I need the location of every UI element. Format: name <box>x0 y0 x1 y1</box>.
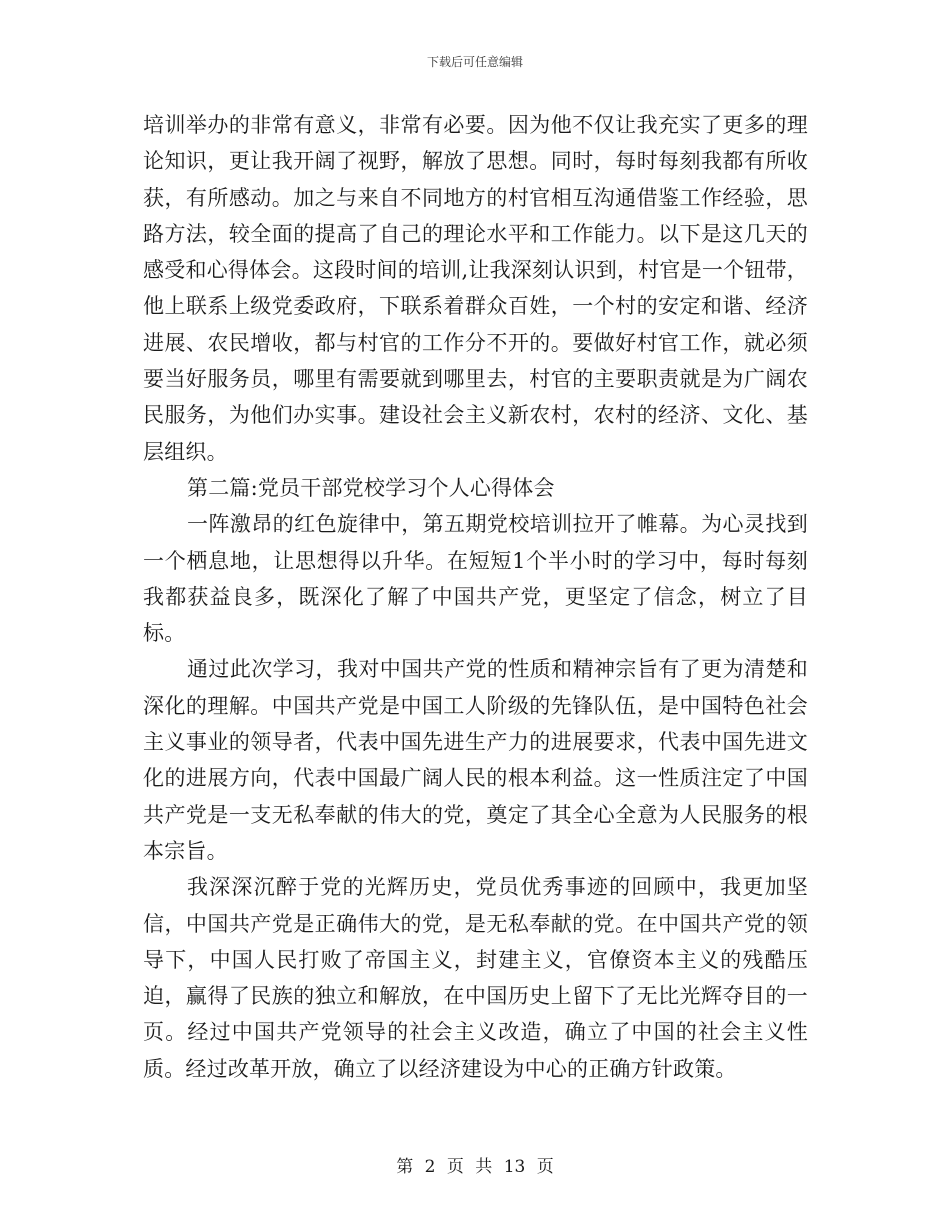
section-heading: 第二篇:党员干部党校学习个人心得体会 <box>187 475 555 500</box>
document-body <box>143 107 808 1087</box>
page-header: 下载后可任意编辑 <box>426 55 523 69</box>
page-number-footer: 第 2 页 共 13 页 <box>396 1157 554 1177</box>
paragraph: 我深深沉醉于党的光辉历史，党员优秀事迹的回顾中，我更加坚信，中国共产党是正确伟大的党，是无私奉献的党。在中国共产党的领导下，中国人民打败了帝国主义，封建主义，官僚资本主义的残酷压迫，赢得了民族的独立和解放，在中国历史上留下了无比光辉夺目的一页。经过中国共产党领导的社会主义改造，确立了中国的社会主义性质。经过改革开放，确立了以经济建设为中心的正确方针政策。 <box>143 875 808 1081</box>
paragraph: 一阵激昂的红色旋律中，第五期党校培训拉开了帷幕。为心灵找到一个栖息地，让思想得以升华。在短短1个半小时的学习中，每时每刻我都获益良多，既深化了解了中国共产党，更坚定了信念，树立了目标。 <box>143 512 808 646</box>
paragraph: 通过此次学习，我对中国共产党的性质和精神宗旨有了更为清楚和深化的理解。中国共产党是中国工人阶级的先锋队伍，是中国特色社会主义事业的领导者，代表中国先进生产力的进展要求，代表中国先进文化的进展方向，代表中国最广阔人民的根本利益。这一性质注定了中国共产党是一支无私奉献的伟大的党，奠定了其全心全意为人民服务的根本宗旨。 <box>143 657 808 863</box>
paragraph-continued: 培训举办的非常有意义，非常有必要。因为他不仅让我充实了更多的理论知识，更让我开阔了视野，解放了思想。同时，每时每刻我都有所收获，有所感动。加之与来自不同地方的村官相互沟通借鉴工作经验，思路方法，较全面的提高了自己的理论水平和工作能力。以下是这几天的感受和心得体会。这段时间的培训,让我深刻认识到，村官是一个钮带，他上联系上级党委政府，下联系着群众百姓，一个村的安定和谐、经济进展、农民增收，都与村官的工作分不开的。要做好村官工作，就必须要当好服务员，哪里有需要就到哪里去，村官的主要职责就是为广阔农民服务，为他们办实事。建设社会主义新农村，农村的经济、文化、基层组织。 <box>143 113 808 464</box>
